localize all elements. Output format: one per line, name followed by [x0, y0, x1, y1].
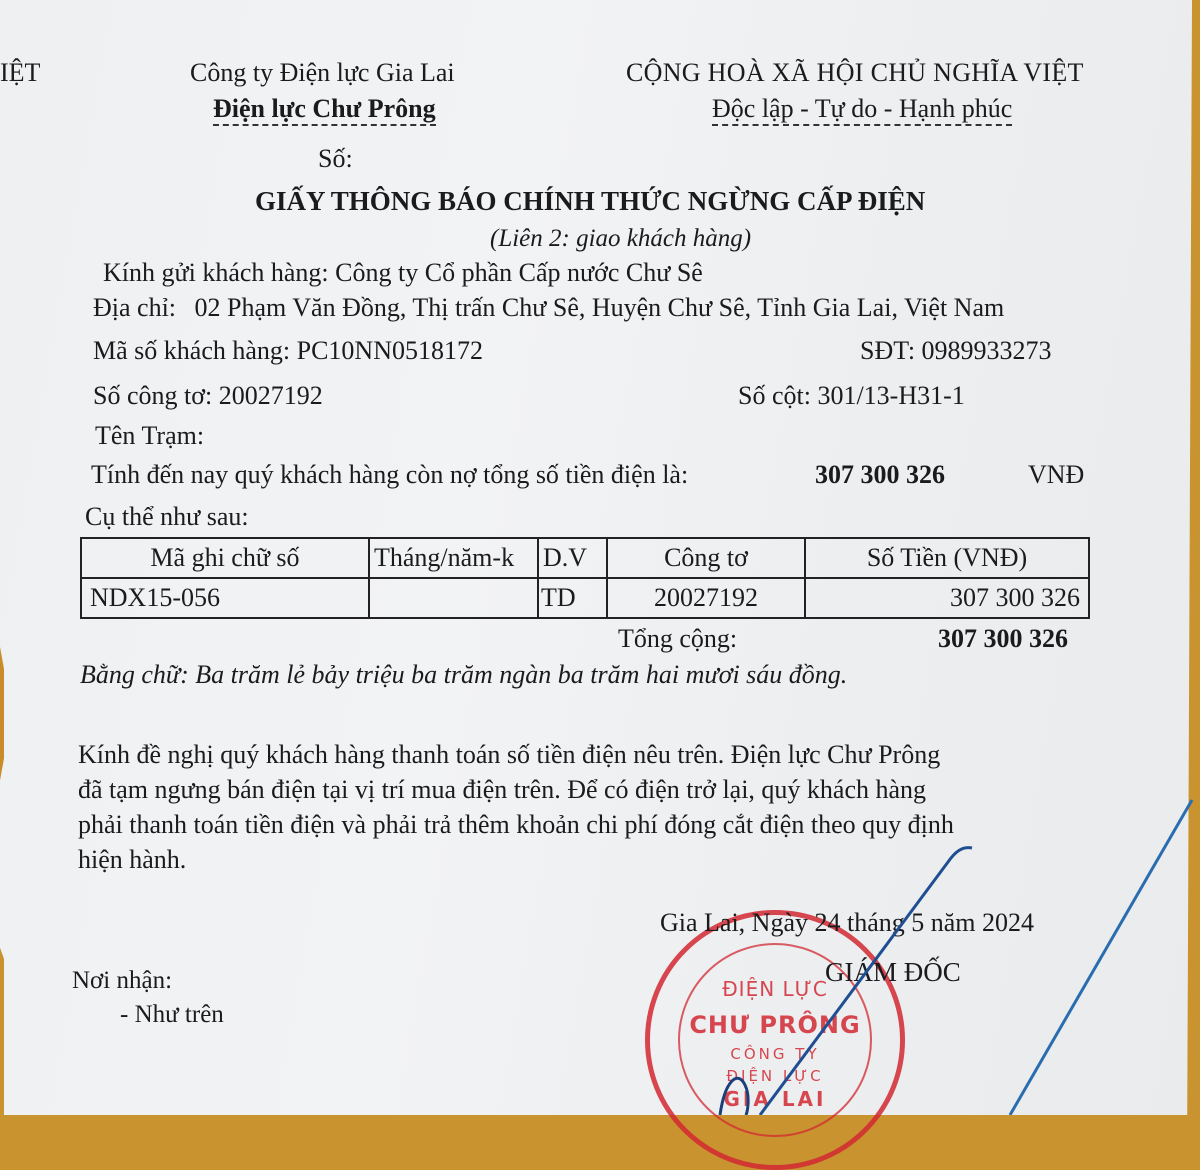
stamp-line-4: ĐIỆN LỰC [726, 1067, 824, 1085]
stamp-line-5: GIA LAI [723, 1087, 827, 1111]
debt-currency: VNĐ [1028, 460, 1085, 489]
station-label: Tên Trạm: [95, 421, 205, 450]
company-parent: Công ty Điện lực Gia Lai [190, 58, 455, 87]
republic-heading: CỘNG HOÀ XÃ HỘI CHỦ NGHĨA VIỆT [626, 58, 1084, 87]
recipient-label: Kính gửi khách hàng: [103, 258, 329, 287]
motto-text: Độc lập - Tự do - Hạnh phúc [712, 94, 1012, 126]
motto [712, 94, 1012, 124]
phone-line [860, 336, 1052, 366]
amount-in-words: Bằng chữ: Ba trăm lẻ bảy triệu ba trăm ngàn ba trăm hai mươi sáu đồng. [80, 660, 848, 689]
stamp-line-3: CÔNG TY [730, 1045, 820, 1063]
body-line-4: hiện hành. [78, 845, 187, 874]
company-unit-text: Điện lực Chư Prông [213, 94, 436, 126]
total-label: Tổng cộng: [618, 624, 738, 653]
meter-value: 20027192 [218, 381, 323, 410]
address-value: 02 Phạm Văn Đồng, Thị trấn Chư Sê, Huyện Chư Sê, Tỉnh Gia Lai, Việt Nam [194, 293, 1005, 322]
copy-note: (Liên 2: giao khách hàng) [490, 225, 752, 252]
detail-intro: Cụ thể như sau: [85, 502, 249, 531]
company-stamp [645, 910, 905, 1170]
col-header-month-year: Tháng/năm-k [369, 538, 538, 578]
cell-meter: 20027192 [607, 578, 805, 618]
cell-month-year [369, 578, 538, 618]
col-header-amount: Số Tiền (VNĐ) [805, 538, 1089, 578]
document-number-label: Số: [318, 144, 353, 173]
customer-code-line [93, 336, 483, 366]
recipient-line [103, 258, 703, 288]
cell-dv: TD [538, 578, 607, 618]
signer-title: GIÁM ĐỐC [825, 957, 961, 987]
recipient-value: Công ty Cổ phần Cấp nước Chư Sê [335, 258, 703, 287]
recipient-item: - Như trên [120, 1001, 224, 1028]
document-title: GIẤY THÔNG BÁO CHÍNH THỨC NGỪNG CẤP ĐIỆN [255, 186, 926, 216]
address-label: Địa chỉ: [93, 293, 177, 322]
cell-reading-code: NDX15-056 [81, 578, 369, 618]
recipients-label: Nơi nhận: [72, 967, 173, 994]
body-line-2: đã tạm ngưng bán điện tại vị trí mua điện trên. Để có điện trở lại, quý khách hàng [78, 775, 927, 804]
col-header-meter: Công tơ [607, 538, 805, 578]
pole-label: Số cột: [738, 381, 811, 410]
customer-code-label: Mã số khách hàng: [93, 336, 291, 365]
meter-label: Số công tơ: [93, 381, 213, 410]
company-unit [213, 94, 436, 124]
header-left-fragment: IỆT [0, 58, 41, 87]
debt-statement: Tính đến nay quý khách hàng còn nợ tổng số tiền điện là: [91, 460, 689, 489]
station-line [95, 421, 204, 451]
col-header-reading-code: Mã ghi chữ số [81, 538, 369, 578]
meter-line [93, 381, 323, 411]
total-value: 307 300 326 [938, 624, 1068, 653]
phone-label: SĐT: [860, 336, 916, 365]
stamp-line-1: ĐIỆN LỰC [722, 977, 828, 1001]
body-line-1: Kính đề nghị quý khách hàng thanh toán số tiền điện nêu trên. Điện lực Chư Prông [78, 740, 941, 769]
address-line [93, 293, 1004, 323]
table-header-row [81, 538, 1089, 578]
place-date: Gia Lai, Ngày 24 tháng 5 năm 2024 [660, 908, 1035, 937]
stamp-line-2: CHƯ PRÔNG [689, 1011, 861, 1039]
body-line-3: phải thanh toán tiền điện và phải trả thêm khoản chi phí đóng cắt điện theo quy định [78, 810, 954, 839]
debt-amount: 307 300 326 [815, 460, 945, 489]
pole-line [738, 381, 965, 411]
cell-amount: 307 300 326 [805, 578, 1089, 618]
pole-value: 301/13-H31-1 [817, 381, 965, 410]
debt-detail-table [80, 537, 1090, 619]
phone-value: 0989933273 [921, 336, 1052, 365]
table-row [81, 578, 1089, 618]
col-header-dv: D.V [538, 538, 607, 578]
customer-code-value: PC10NN0518172 [296, 336, 483, 365]
